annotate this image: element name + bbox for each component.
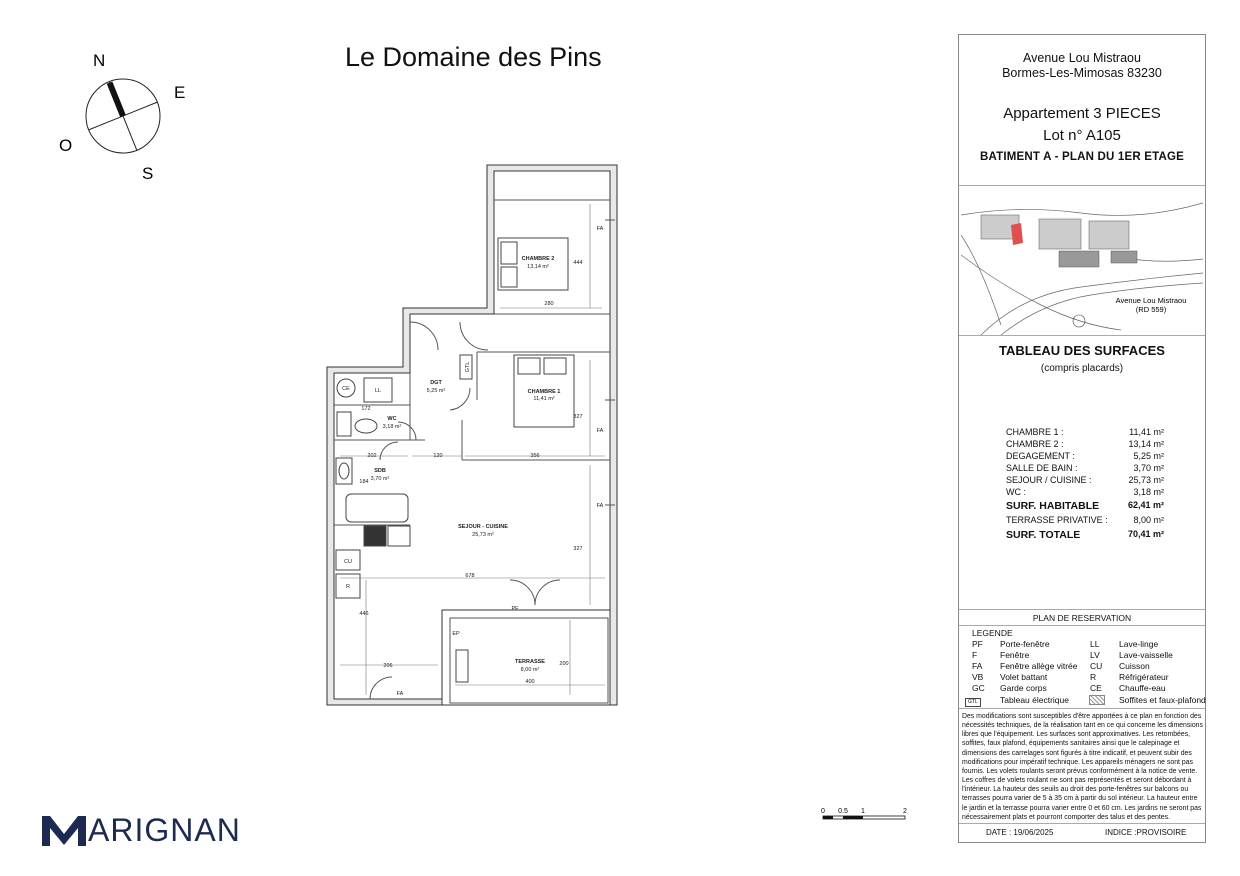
address-line2: Bormes-Les-Mimosas 83230 [1002, 66, 1162, 80]
gtl-symbol: GTL [965, 695, 981, 707]
legend-code: LL [1090, 639, 1100, 649]
code-label: LL [374, 388, 382, 394]
legend-text: Soffites et faux-plafond [1119, 695, 1206, 705]
date-label: DATE : 19/06/2025 [986, 828, 1054, 837]
room-name: SDB [374, 468, 386, 474]
room-name: TERRASSE [515, 659, 545, 665]
scale-bar [818, 804, 918, 824]
surface-row: WC : 3,18 m² [1006, 487, 1164, 497]
dim-label: 400 [525, 679, 535, 685]
room-area: 8,00 m² [520, 667, 540, 673]
dim-label: 184 [359, 479, 369, 485]
logo-text: ARIGNAN [88, 812, 241, 849]
legend-code: F [972, 650, 978, 660]
legend-code: FA [972, 661, 983, 671]
code-label: PF [511, 606, 519, 612]
room-name: DGT [430, 380, 442, 386]
legend-code: CU [1090, 661, 1103, 671]
dim-label: 200 [559, 661, 569, 667]
disclaimer: Des modifications sont susceptibles d'être apportées à ce plan en fonction des nécessités techniques, de la réalisation tant en ce qui concerne les dimensions libres que l'équipement. Les surfaces sont approximatives. Les retombées, soffites, faux plafond, équipements sanitaires ainsi que le calepinage et dimensions des carrelages sont figurés à titre indicatif, et peuvent subir des modifications pour impératif technique. Les appareils ménagers ne sont pas fournis. Les volets roulants seront prévus conformément à la notice de vente. Les coffres de volets roulant ne sont pas représentés et seront débordant à l'intérieur. La hauteur des seuils au droit des porte-fenêtres sur balcons ou terrasses pourra varier de 5 à 35 cm à partir du sol intérieur. La hauteur entre le jardin et la terrasse pourra varier entre 0 et 60 cm. Les jardins ne seront pas nécessairement plats et pourront comporter des talus et des pentes. [962, 713, 1203, 821]
dim-label: 327 [573, 546, 583, 552]
surface-row: CHAMBRE 1 : 11,41 m² [1006, 427, 1164, 437]
floor-plan [320, 160, 620, 720]
legend-text: Lave-vaisselle [1119, 650, 1173, 660]
compass-south: S [142, 164, 154, 183]
legend-code: PF [972, 639, 983, 649]
legend-text: Chauffe-eau [1119, 683, 1166, 693]
room-area: 25,73 m² [472, 532, 494, 538]
marignan-logo [42, 810, 241, 849]
room-area: 3,70 m² [370, 476, 390, 482]
legend-text: Porte-fenêtre [1000, 639, 1050, 649]
surfaces-table-subtitle: (compris placards) [1040, 363, 1124, 374]
legend-text: Volet battant [1000, 672, 1048, 682]
surface-row: SALLE DE BAIN : 3,70 m² [1006, 463, 1164, 473]
legend-text: Réfrigérateur [1119, 672, 1169, 682]
building-floor: BATIMENT A - PLAN DU 1ER ETAGE [979, 151, 1185, 163]
dim-label: 172 [361, 406, 371, 412]
indice-label: INDICE :PROVISOIRE [1105, 828, 1187, 837]
terrasse-row: TERRASSE PRIVATIVE : 8,00 m² [1006, 515, 1164, 525]
scale-label: 0.5 [838, 808, 848, 815]
dim-label: 356 [530, 453, 540, 459]
reservation-title: PLAN DE RESERVATION [1032, 613, 1132, 623]
room-name: CHAMBRE 1 [527, 389, 561, 395]
surface-habitable-row: SURF. HABITABLE 62,41 m² [1006, 500, 1164, 512]
map-road-label: (RD 559) [1135, 305, 1167, 314]
logo-m-icon [42, 816, 86, 846]
room-area: 11,41 m² [533, 396, 555, 402]
room-area: 3,18 m² [382, 424, 402, 430]
compass-west: O [59, 136, 73, 155]
code-label: FA [596, 226, 604, 232]
compass-rose [55, 48, 195, 188]
surface-totale-row: SURF. TOTALE 70,41 m² [1006, 529, 1164, 541]
dim-label: 446 [359, 611, 369, 617]
legend-text: Cuisson [1119, 661, 1150, 671]
scale-label: 0 [821, 808, 825, 815]
page-title: Le Domaine des Pins [345, 42, 602, 72]
legend-text: Fenêtre [1000, 650, 1030, 660]
room-name: WC [387, 416, 397, 422]
legend-title: LEGENDE [972, 628, 1013, 638]
legend-code: LV [1090, 650, 1100, 660]
room-area: 5,25 m² [426, 388, 446, 394]
legend-text: Fenêtre allège vitrée [1000, 661, 1078, 671]
code-label: FA [396, 691, 404, 697]
map-road-label: Avenue Lou Mistraou [1115, 296, 1187, 305]
legend-code: R [1090, 672, 1097, 682]
code-label: FA [596, 428, 604, 434]
info-panel [958, 34, 1206, 843]
code-label: CU [344, 559, 352, 565]
code-label: EP [452, 631, 460, 637]
surfaces-table-title: TABLEAU DES SURFACES [999, 343, 1165, 358]
compass-east: E [174, 83, 186, 102]
code-label: GTL [465, 361, 471, 373]
dim-label: 678 [465, 573, 475, 579]
room-name: CHAMBRE 2 [521, 256, 555, 262]
dim-label: 444 [573, 260, 583, 266]
surface-row: SEJOUR / CUISINE : 25,73 m² [1006, 475, 1164, 485]
dim-label: 120 [433, 453, 443, 459]
surface-row: CHAMBRE 2 : 13,14 m² [1006, 439, 1164, 449]
legend-text: Lave-linge [1119, 639, 1159, 649]
code-label: R [346, 584, 350, 590]
hatch-swatch [1089, 695, 1105, 707]
apartment-type: Appartement 3 PIECES [1003, 105, 1161, 122]
legend-code: VB [972, 672, 984, 682]
scale-label: 2 [903, 808, 907, 815]
dim-label: 280 [544, 301, 554, 307]
legend-text: Tableau électrique [1000, 695, 1069, 705]
legend-text: Garde corps [1000, 683, 1047, 693]
dim-label: 202 [367, 453, 377, 459]
dim-label: 206 [383, 663, 393, 669]
site-map [961, 195, 1203, 335]
lot-number: Lot n° A105 [1043, 127, 1121, 144]
code-label: CE [342, 386, 350, 392]
code-label: FA [596, 503, 604, 509]
surface-row: DEGAGEMENT : 5,25 m² [1006, 451, 1164, 461]
compass-north: N [93, 51, 106, 70]
room-area: 13,14 m² [527, 264, 549, 270]
room-name: SEJOUR - CUISINE [458, 524, 508, 530]
dim-label: 327 [573, 414, 583, 420]
legend-code: GC [972, 683, 985, 693]
legend-code: CE [1090, 683, 1102, 693]
address-line1: Avenue Lou Mistraou [1023, 51, 1141, 65]
scale-label: 1 [861, 808, 865, 815]
